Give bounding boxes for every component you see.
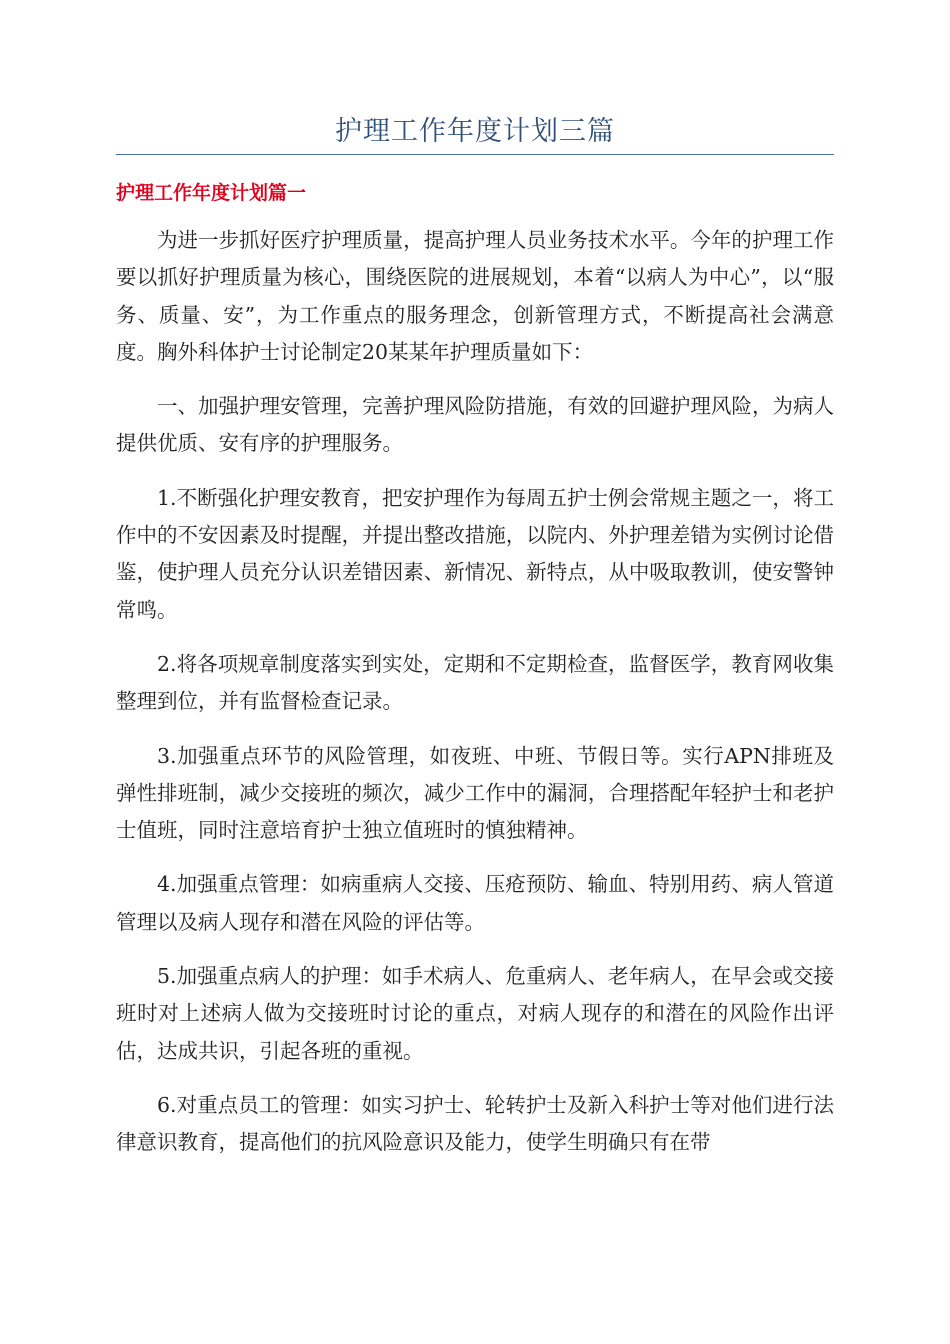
- paragraph-point-one: 一、加强护理安管理，完善护理风险防措施，有效的回避护理风险，为病人提供优质、安有序的护理服务。: [116, 394, 834, 456]
- title-underline: [116, 154, 834, 155]
- paragraph-item-3: 3.加强重点环节的风险管理，如夜班、中班、节假日等。实行APN排班及弹性排班制，减少交接班的频次，减少工作中的漏洞，合理搭配年轻护士和老护士值班，同时注意培育护士独立值班时的慎独精神。: [116, 743, 834, 843]
- paragraph-intro: 为进一步抓好医疗护理质量，提高护理人员业务技术水平。今年的护理工作要以抓好护理质量为核心，围绕医院的进展规划，本着“以病人为中心”，以“服务、质量、安”，为工作重点的服务理念，创新管理方式，不断提高社会满意度。胸外科体护士讨论制定20某某年护理质量如下：: [116, 228, 834, 364]
- document-title: 护理工作年度计划三篇: [335, 116, 615, 147]
- body-text: [116, 222, 834, 1179]
- paragraph-item-4: 4.加强重点管理：如病重病人交接、压疮预防、输血、特别用药、病人管道管理以及病人现存和潜在风险的评估等。: [116, 872, 834, 934]
- paragraph-item-6: 6.对重点员工的管理：如实习护士、轮转护士及新入科护士等对他们进行法律意识教育，提高他们的抗风险意识及能力，使学生明确只有在带: [116, 1092, 834, 1155]
- paragraph-item-2: 2.将各项规章制度落实到实处，定期和不定期检查，监督医学，教育网收集整理到位，并有监督检查记录。: [116, 651, 834, 714]
- section-heading: 护理工作年度计划篇一: [116, 182, 307, 204]
- paragraph-item-5: 5.加强重点病人的护理：如手术病人、危重病人、老年病人，在早会或交接班时对上述病人做为交接班时讨论的重点，对病人现存的和潜在的风险作出评估，达成共识，引起各班的重视。: [116, 964, 834, 1063]
- paragraph-item-1: 1.不断强化护理安教育，把安护理作为每周五护士例会常规主题之一，将工作中的不安因素及时提醒，并提出整改措施，以院内、外护理差错为实例讨论借鉴，使护理人员充分认识差错因素、新情况、新特点，从中吸取教训，使安警钟常鸣。: [116, 485, 834, 622]
